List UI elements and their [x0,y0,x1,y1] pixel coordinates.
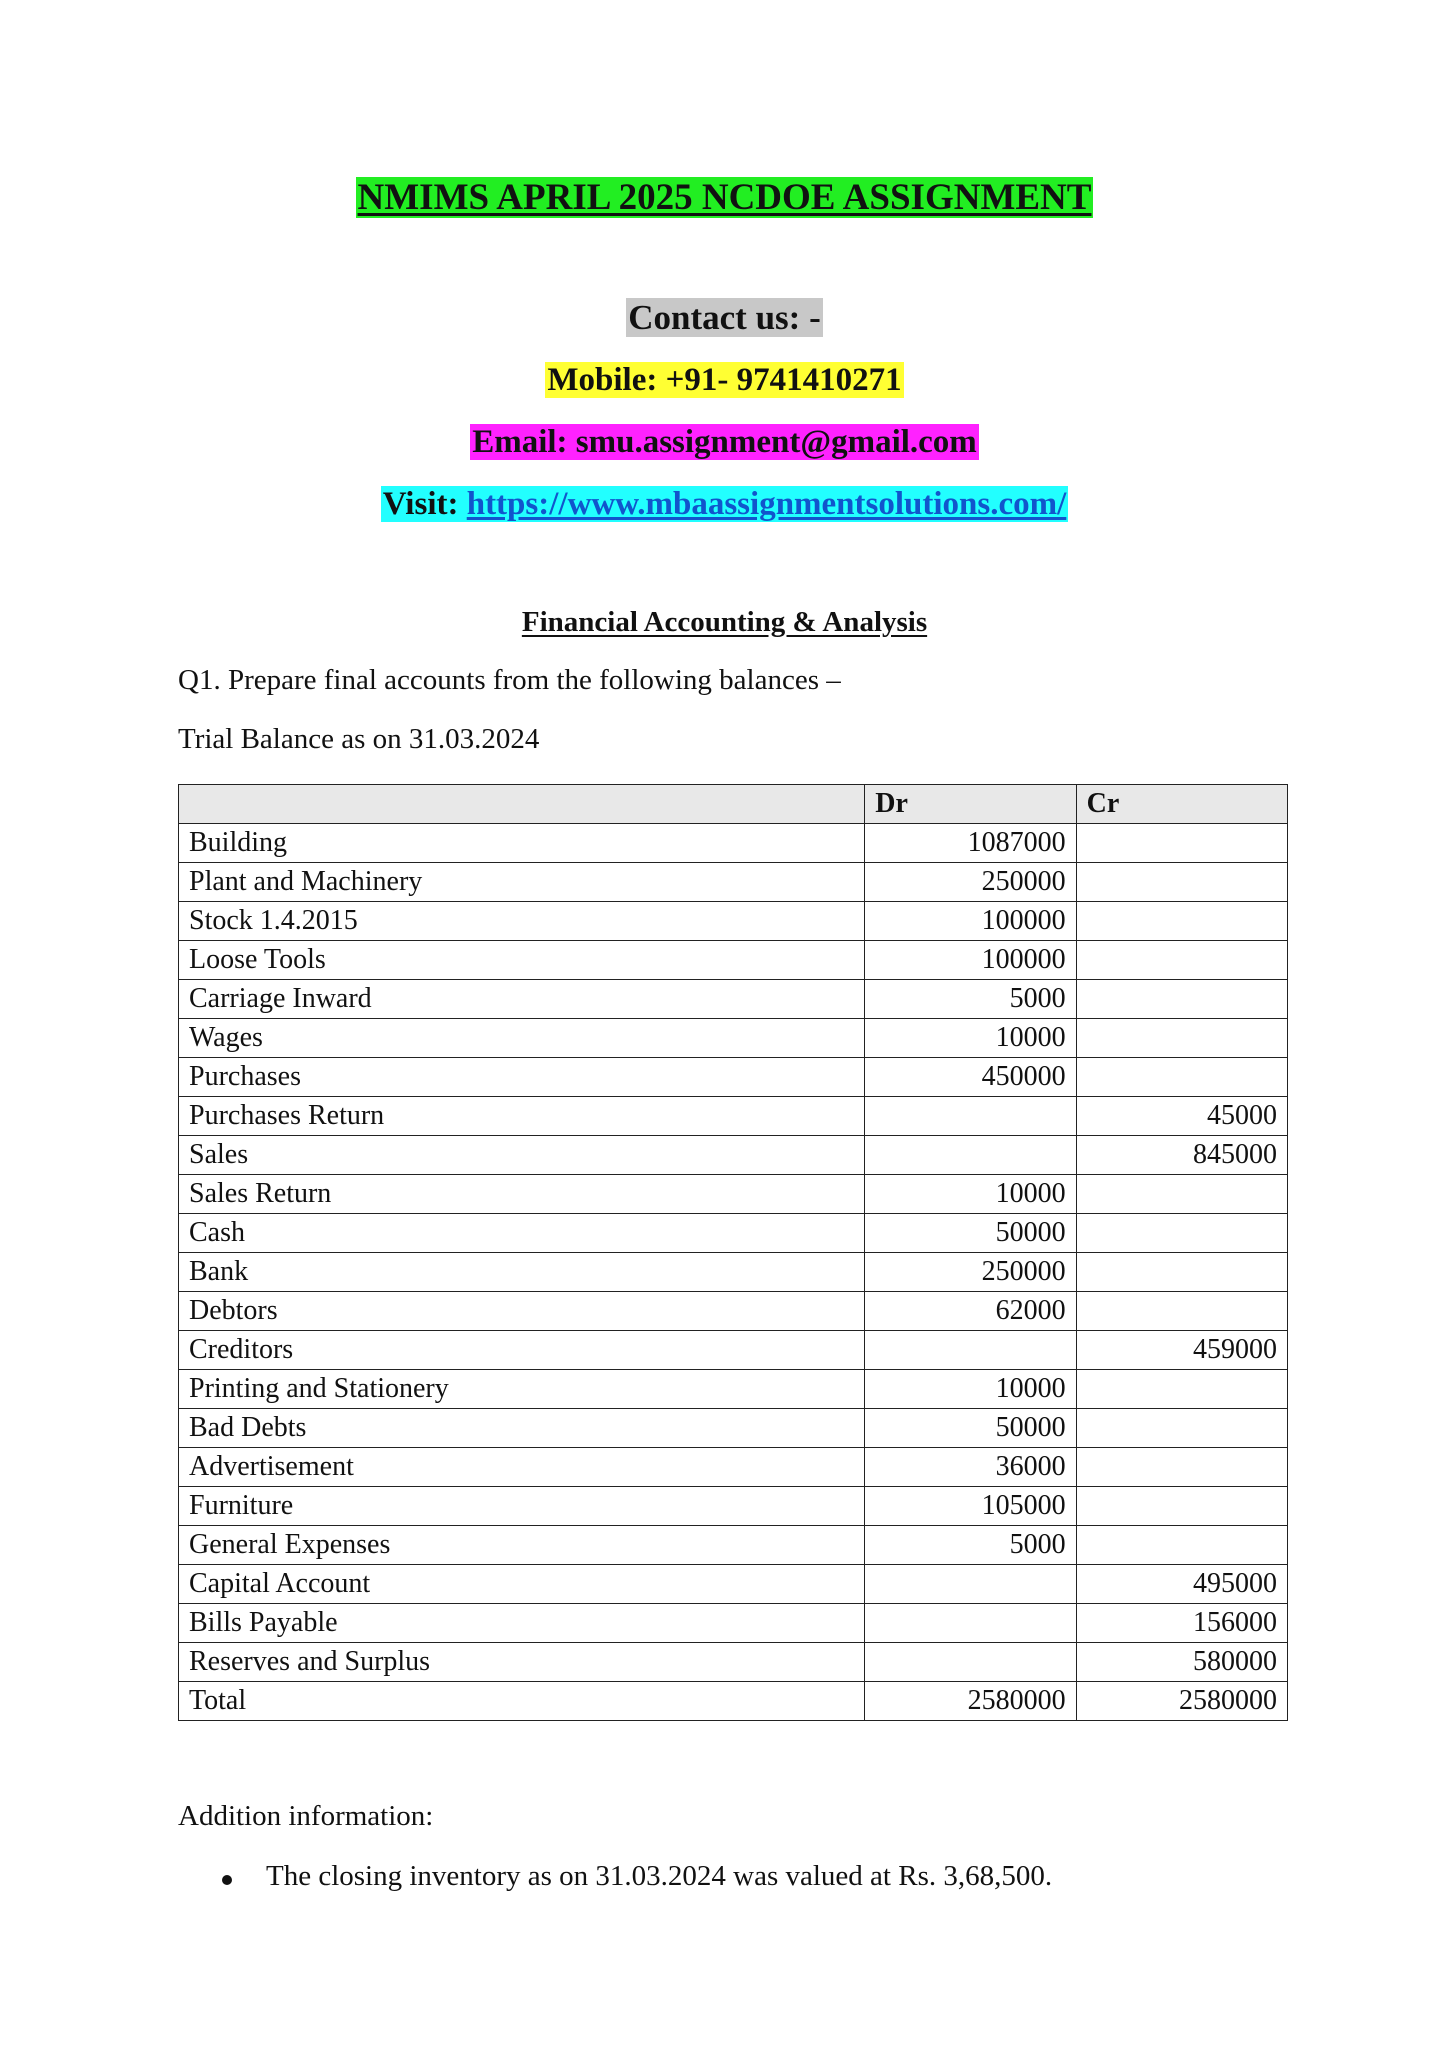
account-name-cell: Purchases [179,1058,865,1097]
trial-balance-table [178,784,1288,1721]
account-name-cell: Bank [179,1253,865,1292]
header-cell-dr: Dr [865,785,1076,824]
table-row [179,1682,1288,1721]
credit-amount-cell [1076,1370,1287,1409]
header-cell-particulars [179,785,865,824]
debit-amount-cell: 10000 [865,1175,1076,1214]
credit-amount-cell [1076,1409,1287,1448]
table-row [179,1331,1288,1370]
account-name-cell: Plant and Machinery [179,863,865,902]
question-text: Q1. Prepare final accounts from the following balances – [178,664,841,696]
credit-amount-cell [1076,980,1287,1019]
credit-amount-cell [1076,863,1287,902]
debit-amount-cell [865,1097,1076,1136]
account-name-cell: Printing and Stationery [179,1370,865,1409]
debit-amount-cell [865,1331,1076,1370]
credit-amount-cell: 580000 [1076,1643,1287,1682]
account-name-cell: Cash [179,1214,865,1253]
credit-amount-cell: 156000 [1076,1604,1287,1643]
email-address: Email: smu.assignment@gmail.com [472,424,977,460]
table-row [179,1097,1288,1136]
debit-amount-cell: 5000 [865,1526,1076,1565]
trial-balance-title: Trial Balance as on 31.03.2024 [178,723,540,755]
bullet-icon [222,1875,232,1885]
account-name-cell: Advertisement [179,1448,865,1487]
credit-amount-cell [1076,1292,1287,1331]
debit-amount-cell: 450000 [865,1058,1076,1097]
table-row [179,824,1288,863]
table-row [179,1136,1288,1175]
account-name-cell: Creditors [179,1331,865,1370]
debit-amount-cell: 2580000 [865,1682,1076,1721]
account-name-cell: General Expenses [179,1526,865,1565]
additional-info-item [222,1860,1052,1893]
table-row [179,863,1288,902]
additional-info-text: The closing inventory as on 31.03.2024 was valued at Rs. 3,68,500. [266,1860,1053,1892]
debit-amount-cell: 250000 [865,863,1076,902]
debit-amount-cell: 62000 [865,1292,1076,1331]
debit-amount-cell: 50000 [865,1214,1076,1253]
debit-amount-cell: 105000 [865,1487,1076,1526]
credit-amount-cell: 45000 [1076,1097,1287,1136]
website-link[interactable]: https://www.mbaassignmentsolutions.com/ [466,486,1067,522]
account-name-cell: Wages [179,1019,865,1058]
account-name-cell: Building [179,824,865,863]
account-name-cell: Furniture [179,1487,865,1526]
debit-amount-cell: 250000 [865,1253,1076,1292]
account-name-cell: Loose Tools [179,941,865,980]
credit-amount-cell [1076,1253,1287,1292]
account-name-cell: Reserves and Surplus [179,1643,865,1682]
document-title: NMIMS APRIL 2025 NCDOE ASSIGNMENT [357,177,1092,218]
credit-amount-cell: 2580000 [1076,1682,1287,1721]
credit-amount-cell: 459000 [1076,1331,1287,1370]
debit-amount-cell: 100000 [865,941,1076,980]
debit-amount-cell: 50000 [865,1409,1076,1448]
credit-amount-cell: 845000 [1076,1136,1287,1175]
table-row [179,1487,1288,1526]
account-name-cell: Carriage Inward [179,980,865,1019]
account-name-cell: Sales Return [179,1175,865,1214]
debit-amount-cell: 10000 [865,1019,1076,1058]
table-row [179,902,1288,941]
debit-amount-cell [865,1565,1076,1604]
account-name-cell: Stock 1.4.2015 [179,902,865,941]
credit-amount-cell [1076,1058,1287,1097]
debit-amount-cell: 1087000 [865,824,1076,863]
table-row [179,980,1288,1019]
account-name-cell: Debtors [179,1292,865,1331]
credit-amount-cell [1076,1214,1287,1253]
credit-amount-cell [1076,1526,1287,1565]
debit-amount-cell [865,1643,1076,1682]
table-row [179,1019,1288,1058]
credit-amount-cell [1076,1487,1287,1526]
credit-amount-cell [1076,1448,1287,1487]
table-row [179,1292,1288,1331]
table-row [179,1409,1288,1448]
table-row [179,1253,1288,1292]
table-row [179,1604,1288,1643]
contact-heading: Contact us: - [628,298,821,337]
table-row [179,1214,1288,1253]
visit-highlight [381,486,1069,522]
table-row [179,941,1288,980]
additional-info-label: Addition information: [178,1800,434,1832]
table-row [179,1526,1288,1565]
debit-amount-cell: 100000 [865,902,1076,941]
debit-amount-cell: 10000 [865,1370,1076,1409]
table-row [179,1175,1288,1214]
table-row [179,1448,1288,1487]
account-name-cell: Total [179,1682,865,1721]
credit-amount-cell [1076,941,1287,980]
debit-amount-cell [865,1604,1076,1643]
table-row [179,1565,1288,1604]
credit-amount-cell [1076,1019,1287,1058]
table-body [179,824,1288,1721]
account-name-cell: Purchases Return [179,1097,865,1136]
table-header-row [179,785,1288,824]
debit-amount-cell: 36000 [865,1448,1076,1487]
document-title-line [0,176,1449,219]
mobile-line [0,362,1449,399]
visit-line [0,486,1449,523]
contact-line [0,298,1449,338]
credit-amount-cell [1076,1175,1287,1214]
visit-label: Visit: [382,486,459,522]
table-row [179,1370,1288,1409]
mobile-number: Mobile: +91- 9741410271 [547,362,902,398]
table-row [179,1058,1288,1097]
account-name-cell: Capital Account [179,1565,865,1604]
credit-amount-cell [1076,824,1287,863]
account-name-cell: Sales [179,1136,865,1175]
table-row [179,1643,1288,1682]
debit-amount-cell: 5000 [865,980,1076,1019]
credit-amount-cell [1076,902,1287,941]
subject-heading: Financial Accounting & Analysis [521,606,928,638]
header-cell-cr: Cr [1076,785,1287,824]
account-name-cell: Bad Debts [179,1409,865,1448]
account-name-cell: Bills Payable [179,1604,865,1643]
credit-amount-cell: 495000 [1076,1565,1287,1604]
email-line [0,424,1449,461]
debit-amount-cell [865,1136,1076,1175]
